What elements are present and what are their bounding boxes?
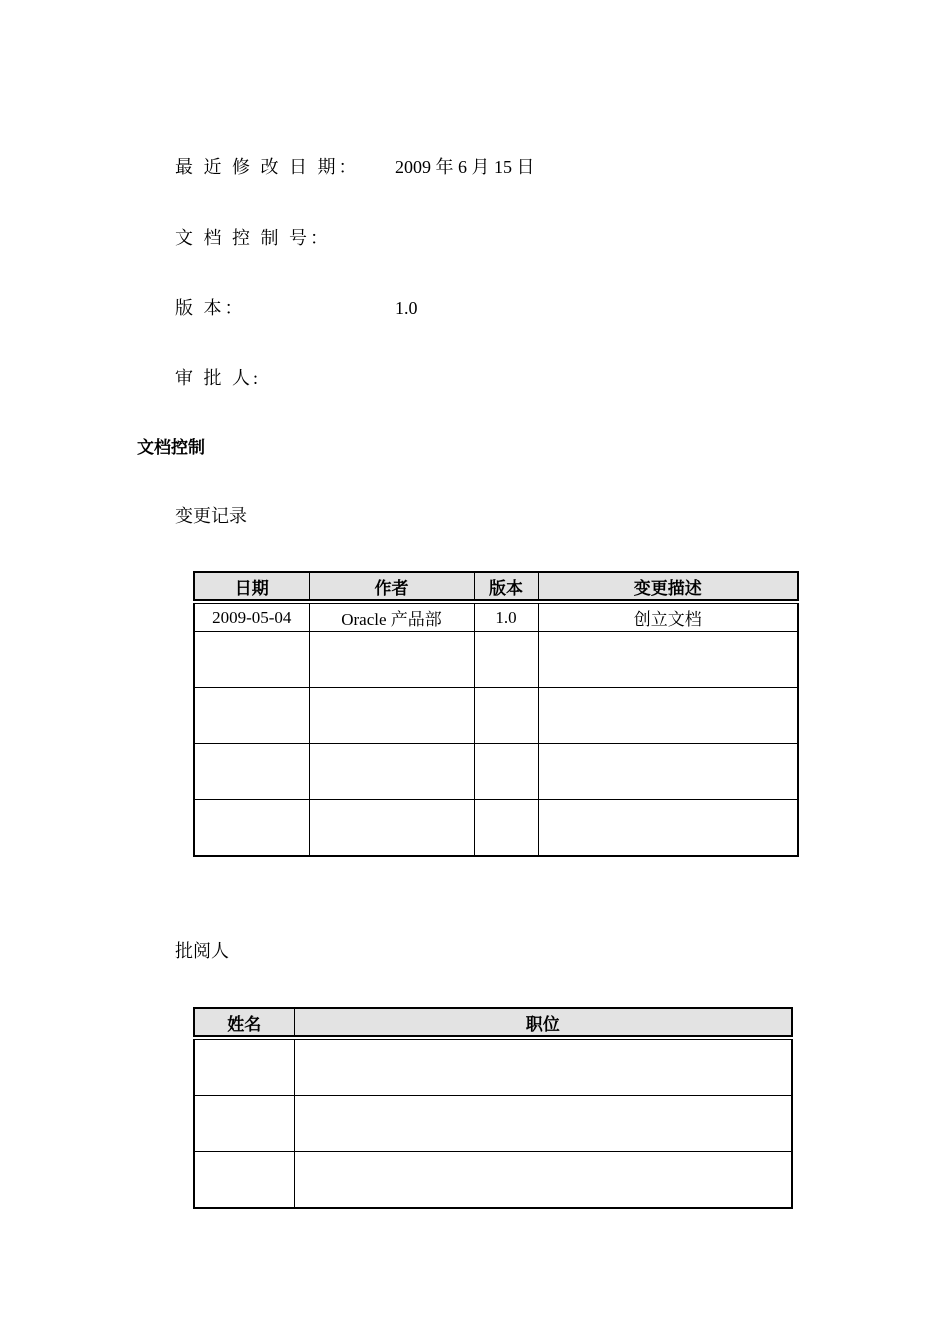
modified-date-value: 2009 年 6 月 15 日 [395, 157, 535, 177]
table-row [194, 688, 798, 744]
cell-position [294, 1040, 792, 1096]
cell-date: 2009-05-04 [194, 604, 309, 632]
reviewers-table [193, 1007, 793, 1209]
cell-author [309, 688, 474, 744]
cell-description: 创立文档 [538, 604, 798, 632]
change-log-table [193, 571, 799, 857]
table-row [194, 604, 798, 632]
cell-author [309, 744, 474, 800]
approver-label: 审 批 人: [175, 368, 262, 388]
cell-version: 1.0 [474, 604, 538, 632]
cell-author [309, 632, 474, 688]
cell-date [194, 800, 309, 857]
table-row [194, 1040, 792, 1096]
cell-name [194, 1096, 294, 1152]
cell-version [474, 800, 538, 857]
column-header-description: 变更描述 [538, 572, 798, 600]
table-row [194, 744, 798, 800]
change-log-title: 变更记录 [175, 506, 247, 526]
column-header-name: 姓名 [194, 1008, 294, 1036]
cell-name [194, 1040, 294, 1096]
table-header-row [194, 572, 798, 600]
column-header-author: 作者 [309, 572, 474, 600]
cell-author [309, 800, 474, 857]
cell-version [474, 688, 538, 744]
table-row [194, 1152, 792, 1209]
cell-author: Oracle 产品部 [309, 604, 474, 632]
reviewers-title: 批阅人 [175, 941, 229, 961]
cell-date [194, 632, 309, 688]
cell-date [194, 744, 309, 800]
section-title: 文档控制 [137, 438, 205, 458]
column-header-version: 版本 [474, 572, 538, 600]
cell-name [194, 1152, 294, 1209]
cell-description [538, 800, 798, 857]
cell-description [538, 688, 798, 744]
column-header-date: 日期 [194, 572, 309, 600]
modified-date-label: 最 近 修 改 日 期： [175, 157, 360, 177]
version-value: 1.0 [395, 298, 418, 318]
cell-position [294, 1152, 792, 1209]
column-header-position: 职位 [294, 1008, 792, 1036]
control-number-label: 文 档 控 制 号： [175, 228, 331, 248]
table-row [194, 800, 798, 857]
version-label: 版 本： [175, 298, 246, 318]
cell-date [194, 688, 309, 744]
table-row [194, 1096, 792, 1152]
cell-position [294, 1096, 792, 1152]
cell-version [474, 744, 538, 800]
table-row [194, 632, 798, 688]
cell-description [538, 744, 798, 800]
cell-version [474, 632, 538, 688]
table-header-row [194, 1008, 792, 1036]
cell-description [538, 632, 798, 688]
